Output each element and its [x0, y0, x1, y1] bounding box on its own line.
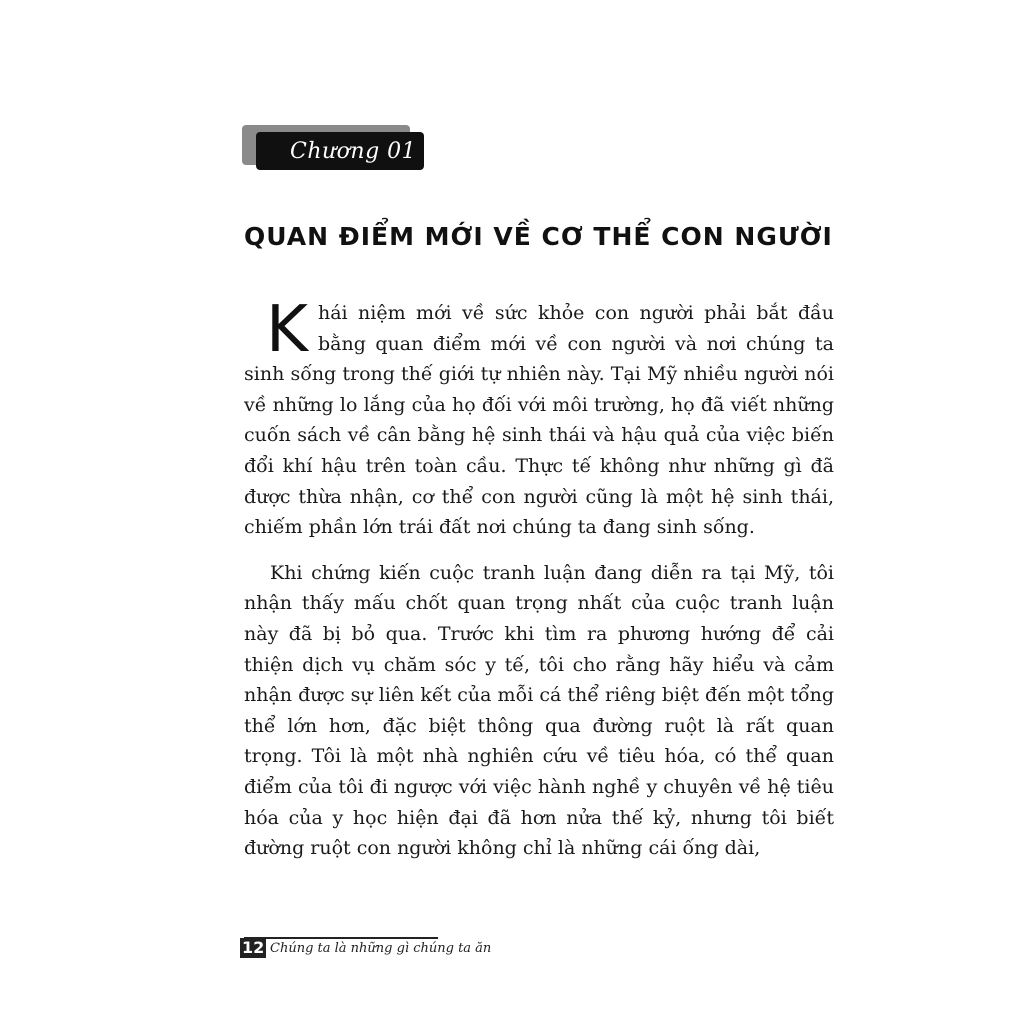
body-text [244, 293, 834, 864]
paragraph-1-text: hái niệm mới về sức khỏe con người phải bắt đầu bằng quan điểm mới về con người và nơi chúng ta sinh sống trong thế giới tự nhiên này. Tại Mỹ nhiều người nói về những lo lắng của họ đối với môi trường, họ đã viết những cuốn sách về cân bằng hệ sinh thái và hậu quả của việc biến đổi khí hậu trên toàn cầu. Thực tế không như những gì đã được thừa nhận, cơ thể con người cũng là một hệ sinh thái, chiếm phần lớn trái đất nơi chúng ta đang sinh sống. [244, 302, 834, 539]
chapter-label: Chương 01 [256, 132, 424, 170]
footer-divider [244, 937, 438, 939]
paragraph-2: Khi chứng kiến cuộc tranh luận đang diễn ra tại Mỹ, tôi nhận thấy mấu chốt quan trọng nhất của cuộc tranh luận này đã bị bỏ qua. Trước khi tìm ra phương hướng để cải thiện dịch vụ chăm sóc y tế, tôi cho rằng hãy hiểu và cảm nhận được sự liên kết của mỗi cá thể riêng biệt đến một tổng thể lớn hơn, đặc biệt thông qua đường ruột là rất quan trọng. Tôi là một nhà nghiên cứu về tiêu hóa, có thể quan điểm của tôi đi ngược với việc hành nghề y chuyên về hệ tiêu hóa của y học hiện đại đã hơn nửa thế kỷ, nhưng tôi biết đường ruột con người không chỉ là những cái ống dài, [244, 561, 834, 860]
paragraph-1 [244, 293, 834, 543]
chapter-badge [246, 128, 424, 170]
page-number: 12 [242, 938, 265, 957]
drop-cap: K [266, 293, 308, 367]
running-title: Chúng ta là những gì chúng ta ăn [270, 941, 492, 956]
chapter-title: QUAN ĐIỂM MỚI VỀ CƠ THỂ CON NGƯỜI [244, 222, 833, 251]
